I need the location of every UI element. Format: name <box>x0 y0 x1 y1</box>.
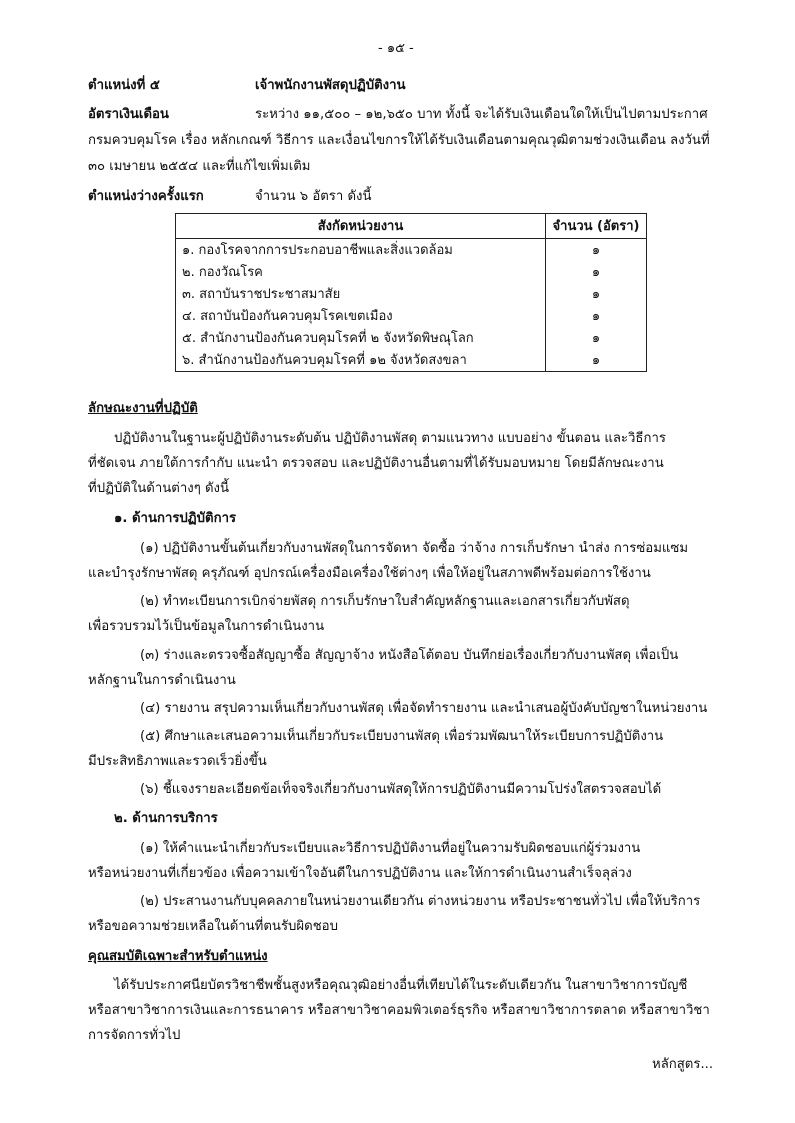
section-1-line: (๖) ชี้แจงรายละเอียดข้อเท็จจริงเกี่ยวกับงานพัสดุให้การปฏิบัติงานมีความโปร่งใสตรวจสอบได้ <box>140 782 662 797</box>
count-cell: ๑ <box>546 283 647 305</box>
table-header-unit: สังกัดหน่วยงาน <box>176 214 546 239</box>
section-1-line: (๒) ทำทะเบียนการเบิกจ่ายพัสดุ การเก็บรักษาใบสำคัญหลักฐานและเอกสารเกี่ยวกับพัสดุ <box>140 594 630 609</box>
section-2-title: ๒. ด้านการบริการ <box>114 811 218 826</box>
count-cell: ๑ <box>546 261 647 283</box>
qualification-line: การจัดการทั่วไป <box>88 1028 181 1043</box>
continuation-note: หลักสูตร... <box>652 1057 714 1072</box>
unit-cell: ๓. สถาบันราชประชาสมาสัย <box>176 283 546 305</box>
salary-line: กรมควบคุมโรค เรื่อง หลักเกณฑ์ วิธีการ และเงื่อนไขการให้ได้รับเงินเดือนตามคุณวุฒิตามช่วงเงินเดือน ลงวันที่ <box>88 133 710 148</box>
qualification-line: หรือสาขาวิชาการเงินและการธนาคาร หรือสาขาวิชาคอมพิวเตอร์ธุรกิจ หรือสาขาวิชาการตลาด หรือสาขาวิชา <box>88 1003 710 1018</box>
count-cell: ๑ <box>546 305 647 327</box>
section-1-line: (๓) ร่างและตรวจซื้อสัญญาซื้อ สัญญาจ้าง หนังสือโต้ตอบ บันทึกย่อเรื่องเกี่ยวกับงานพัสดุ เพื่อเป็น <box>140 648 679 663</box>
section-2-line: (๑) ให้คำแนะนำเกี่ยวกับระเบียบและวิธีการปฏิบัติงานที่อยู่ในความรับผิดชอบแก่ผู้ร่วมงาน <box>140 841 641 856</box>
section-1-line: เพื่อรวบรวมไว้เป็นข้อมูลในการดำเนินงาน <box>88 619 325 634</box>
salary-line: ๓๐ เมษายน ๒๕๕๔ และที่แก้ไขเพิ่มเติม <box>88 159 311 174</box>
section-1-line: (๕) ศึกษาและเสนอความเห็นเกี่ยวกับระเบียบงานพัสดุ เพื่อร่วมพัฒนาให้ระเบียบการปฏิบัติงาน <box>140 729 664 744</box>
table-row <box>176 349 647 372</box>
job-heading: ลักษณะงานที่ปฏิบัติ <box>88 401 198 416</box>
section-1-line: หลักฐานในการดำเนินงาน <box>88 673 236 688</box>
salary-label: อัตราเงินเดือน <box>88 107 169 122</box>
job-intro-line: ที่ปฏิบัติในด้านต่างๆ ดังนี้ <box>88 481 229 496</box>
page-number: - ๑๕ - <box>378 41 414 56</box>
qualification-line: ได้รับประกาศนียบัตรวิชาชีพชั้นสูงหรือคุณวุฒิอย่างอื่นที่เทียบได้ในระดับเดียวกัน ในสาขาวิชาการบัญชี <box>114 978 688 993</box>
unit-cell: ๔. สถาบันป้องกันควบคุมโรคเขตเมือง <box>176 305 546 327</box>
table-row <box>176 261 647 283</box>
table-row <box>176 305 647 327</box>
table-row <box>176 327 647 349</box>
position-label: ตำแหน่งที่ ๕ <box>88 78 160 93</box>
count-cell: ๑ <box>546 327 647 349</box>
unit-cell: ๕. สำนักงานป้องกันควบคุมโรคที่ ๒ จังหวัดพิษณุโลก <box>176 327 546 349</box>
section-1-line: มีประสิทธิภาพและรวดเร็วยิ่งขึ้น <box>88 754 267 769</box>
unit-cell: ๖. สำนักงานป้องกันควบคุมโรคที่ ๑๒ จังหวัดสงขลา <box>176 349 546 372</box>
job-intro-line: ที่ชัดเจน ภายใต้การกำกับ แนะนำ ตรวจสอบ และปฏิบัติงานอื่นตามที่ได้รับมอบหมาย โดยมีลักษณะงาน <box>88 456 664 471</box>
table-row <box>176 283 647 305</box>
vacancy-label: ตำแหน่งว่างครั้งแรก <box>88 189 204 204</box>
count-cell: ๑ <box>546 239 647 262</box>
position-title: เจ้าพนักงานพัสดุปฏิบัติงาน <box>255 78 406 93</box>
section-2-line: หรือหน่วยงานที่เกี่ยวข้อง เพื่อความเข้าใจอันดีในการปฏิบัติงาน และให้การดำเนินงานสำเร็จลุล่วง <box>88 866 632 881</box>
job-intro-line: ปฏิบัติงานในฐานะผู้ปฏิบัติงานระดับต้น ปฏิบัติงานพัสดุ ตามแนวทาง แบบอย่าง ขั้นตอน และวิธีการ <box>114 431 666 446</box>
section-1-title: ๑. ด้านการปฏิบัติการ <box>114 511 237 526</box>
count-cell: ๑ <box>546 349 647 372</box>
qualification-heading: คุณสมบัติเฉพาะสำหรับตำแหน่ง <box>88 949 268 964</box>
salary-line: ระหว่าง ๑๑,๕๐๐ – ๑๒,๖๕๐ บาท ทั้งนี้ จะได้รับเงินเดือนใดให้เป็นไปตามประกาศ <box>255 107 708 122</box>
unit-cell: ๑. กองโรคจากการประกอบอาชีพและสิ่งแวดล้อม <box>176 239 546 262</box>
table-header-count: จำนวน (อัตรา) <box>546 214 647 239</box>
section-2-line: หรือขอความช่วยเหลือในด้านที่ตนรับผิดชอบ <box>88 919 338 934</box>
section-1-line: (๔) รายงาน สรุปความเห็นเกี่ยวกับงานพัสดุ เพื่อจัดทำรายงาน และนำเสนอผู้บังคับบัญชาในหน่วยงาน <box>140 701 708 716</box>
section-2-line: (๒) ประสานงานกับบุคคลภายในหน่วยงานเดียวกัน ต่างหน่วยงาน หรือประชาชนทั่วไป เพื่อให้บริการ <box>140 894 701 909</box>
table-header-row <box>176 214 647 239</box>
vacancy-text: จำนวน ๖ อัตรา ดังนี้ <box>255 189 372 204</box>
section-1-line: และบำรุงรักษาพัสดุ ครุภัณฑ์ อุปกรณ์เครื่องมือเครื่องใช้ต่างๆ เพื่อให้อยู่ในสภาพดีพร้อมต่อการใช้งาน <box>88 566 651 581</box>
vacancy-table <box>175 213 647 372</box>
table-row <box>176 239 647 262</box>
section-1-line: (๑) ปฏิบัติงานขั้นต้นเกี่ยวกับงานพัสดุในการจัดหา จัดซื้อ ว่าจ้าง การเก็บรักษา นำส่ง การซ่อมแซม <box>140 541 689 556</box>
unit-cell: ๒. กองวัณโรค <box>176 261 546 283</box>
